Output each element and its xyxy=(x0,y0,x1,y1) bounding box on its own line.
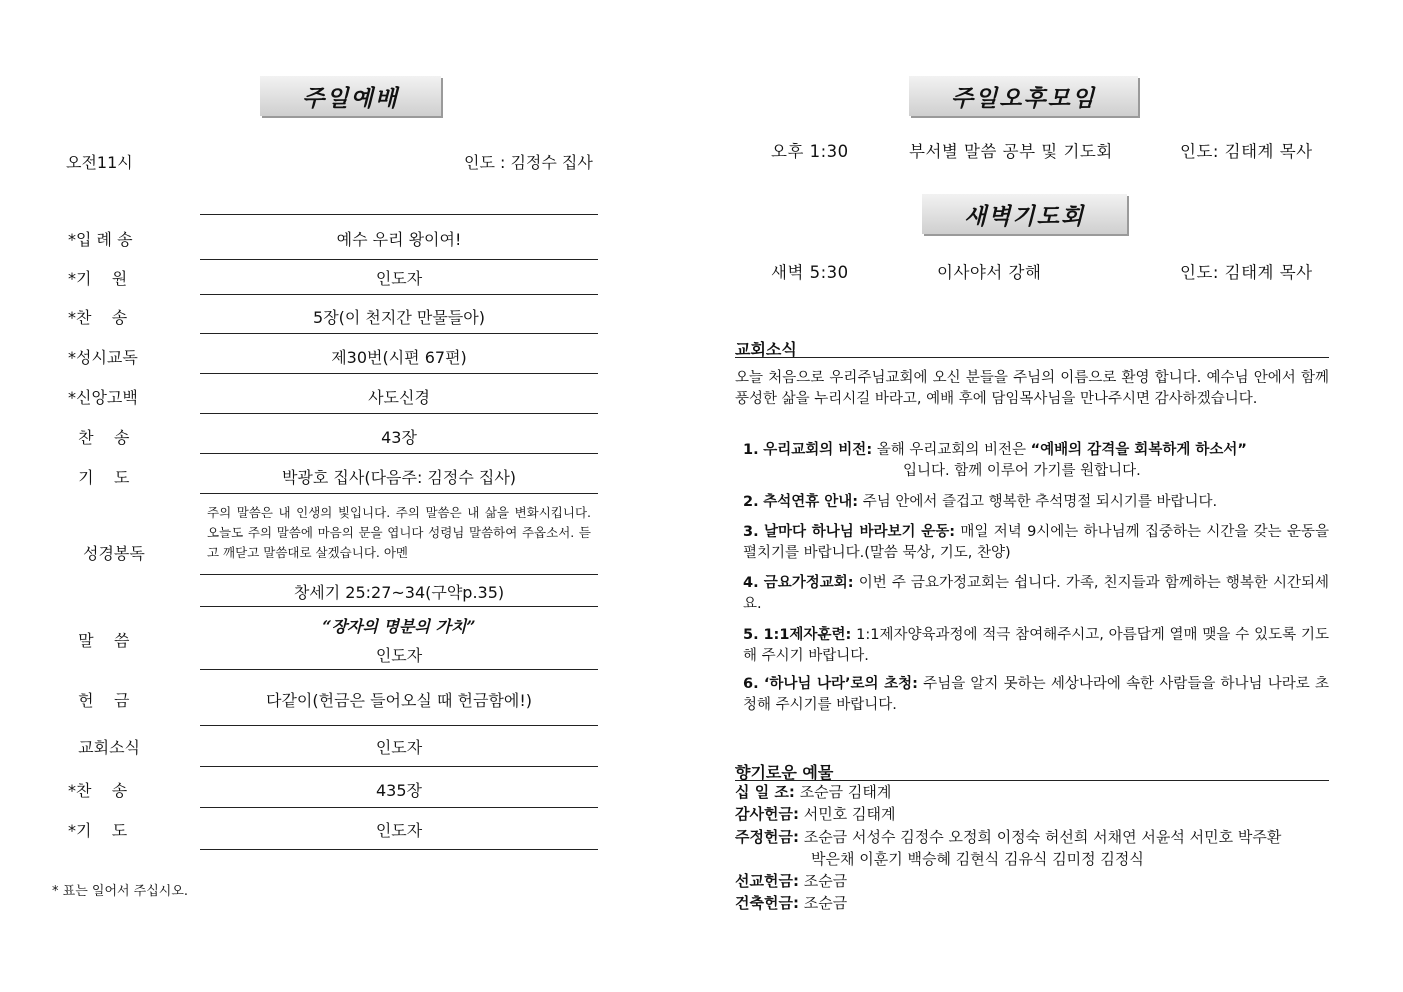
order-label: *찬 송 xyxy=(68,308,128,327)
divider xyxy=(200,259,598,260)
offering-row xyxy=(735,803,895,825)
divider xyxy=(200,574,598,575)
news-item xyxy=(743,492,1329,513)
news-item-number: 5. xyxy=(743,627,759,643)
order-value: 인도자 xyxy=(375,269,423,288)
offering-label: 건축헌금: xyxy=(735,894,799,912)
news-item-number: 1. xyxy=(743,442,759,458)
news-item-text: 매일 저녁 9시에는 하나님께 집중하는 시간을 갖는 운동을 펼치기를 바랍니다.(말씀 묵상, 기도, 찬양) xyxy=(743,524,1330,561)
dawn-time: 새벽 5:30 xyxy=(771,263,849,282)
news-item xyxy=(743,625,1329,667)
sermon-label: 말 씀 xyxy=(68,631,130,650)
news-item-number: 4. xyxy=(743,575,759,591)
news-item-heading: 금요가정교회: xyxy=(763,575,854,591)
sermon-title: “장자의 명분의 가치” xyxy=(322,617,476,636)
order-value: 사도신경 xyxy=(368,388,430,407)
worship-title: 주일예배 xyxy=(260,76,441,116)
news-item-text: 입니다. 함께 이루어 가기를 원합니다. xyxy=(903,463,1141,479)
order-label: *입 례 송 xyxy=(68,230,133,249)
order-value: 인도자 xyxy=(375,738,423,757)
offering-names: 조순금 xyxy=(798,894,848,912)
sermon-speaker: 인도자 xyxy=(375,646,423,665)
order-value: 5장(이 천지간 만물들아) xyxy=(313,308,485,327)
divider xyxy=(200,849,598,850)
news-item-emphasis: “예배의 감격을 회복하게 하소서” xyxy=(1030,442,1247,458)
offering-names-continued: 박은채 이훈기 백승혜 김현식 김유식 김미정 김정식 xyxy=(811,850,1144,868)
dawn-desc: 이사야서 강해 xyxy=(937,263,1042,282)
order-label: *성시교독 xyxy=(68,348,138,367)
offering-label: 십 일 조: xyxy=(735,783,795,801)
offering-row xyxy=(735,826,1281,848)
news-item-heading: ‘하나님 나라’로의 초청: xyxy=(763,676,918,692)
order-label: *기 원 xyxy=(68,269,128,288)
news-title: 교회소식 xyxy=(735,340,797,359)
standing-note: * 표는 일어서 주십시오. xyxy=(52,884,189,899)
news-item-text: 올해 우리교회의 비전은 xyxy=(872,442,1031,458)
afternoon-time: 오후 1:30 xyxy=(771,142,849,161)
news-item-text: 1:1제자양육과정에 적극 참여해주시고, 아름답게 열매 맺을 수 있도록 기도해 주시기 바랍니다. xyxy=(743,627,1329,664)
order-value: 435장 xyxy=(376,781,422,800)
news-item-number: 6. xyxy=(743,676,759,692)
divider xyxy=(200,493,598,494)
afternoon-leader: 인도: 김태계 목사 xyxy=(1180,142,1313,161)
divider xyxy=(200,294,598,295)
news-item-number: 2. xyxy=(743,494,759,510)
divider xyxy=(200,333,598,334)
divider xyxy=(200,807,598,808)
scripture-passage: 창세기 25:27~34(구약p.35) xyxy=(293,583,505,602)
offering-names: 서민호 김태계 xyxy=(798,805,896,823)
worship-time: 오전11시 xyxy=(66,153,133,172)
offering-row xyxy=(735,781,891,803)
dawn-title: 새벽기도회 xyxy=(922,194,1127,234)
news-item xyxy=(743,674,1329,716)
worship-leader: 인도 : 김정수 집사 xyxy=(464,153,593,172)
news-item-heading: 1:1제자훈련: xyxy=(763,627,852,643)
dawn-leader: 인도: 김태계 목사 xyxy=(1180,263,1313,282)
divider xyxy=(200,606,598,607)
order-label: 헌 금 xyxy=(68,691,130,710)
divider xyxy=(200,373,598,374)
divider xyxy=(735,357,1329,358)
order-label: *기 도 xyxy=(68,821,128,840)
order-label: 교회소식 xyxy=(68,738,140,757)
afternoon-desc: 부서별 말씀 공부 및 기도회 xyxy=(909,142,1113,161)
scripture-label: 성경봉독 xyxy=(83,544,145,563)
news-item-text: 이번 주 금요가정교회는 쉽니다. 가족, 친지들과 함께하는 행복한 시간되세요. xyxy=(743,575,1330,612)
offering-names: 조순금 김태계 xyxy=(794,783,892,801)
news-item-heading: 날마다 하나님 바라보기 운동: xyxy=(763,524,956,540)
order-value: 인도자 xyxy=(375,821,423,840)
divider xyxy=(200,413,598,414)
order-label: *찬 송 xyxy=(68,781,128,800)
news-item-heading: 우리교회의 비전: xyxy=(763,442,873,458)
news-intro: 오늘 처음으로 우리주님교회에 오신 분들을 주님의 이름으로 환영 합니다. 예수님 안에서 함께 풍성한 삶을 누리시길 바라고, 예배 후에 담임목사님을 만나주시면 감사하겠습니다. xyxy=(735,370,1329,407)
news-item-text: 주님을 알지 못하는 세상나라에 속한 사람들을 하나님 나라로 초청해 주시기를 바랍니다. xyxy=(743,676,1329,713)
offering-row xyxy=(735,870,847,892)
offering-label: 선교헌금: xyxy=(735,872,799,890)
divider xyxy=(200,766,598,767)
news-item-text: 주님 안에서 즐겁고 행복한 추석명절 되시기를 바랍니다. xyxy=(858,494,1218,510)
offering-names: 조순금 서성수 김정수 오정희 이정숙 허선희 서채연 서윤석 서민호 박주환 xyxy=(798,828,1282,846)
order-label: 기 도 xyxy=(68,468,130,487)
news-item xyxy=(743,573,1329,615)
order-label: 찬 송 xyxy=(68,428,130,447)
order-value: 제30번(시편 67편) xyxy=(331,348,467,367)
news-item-heading: 추석연휴 안내: xyxy=(763,494,859,510)
offering-label: 주정헌금: xyxy=(735,828,799,846)
scripture-prayer: 주의 말씀은 내 인생의 빛입니다. 주의 말씀은 내 삶을 변화시킵니다. 오늘도 주의 말씀에 마음의 문을 엽니다 성령님 말씀하여 주옵소서. 듣고 깨닫고 말씀대로 살겠습니다. 아멘 xyxy=(207,505,591,560)
order-value: 다같이(헌금은 들어오실 때 헌금함에!) xyxy=(266,691,532,710)
offering-names: 조순금 xyxy=(798,872,848,890)
order-label: *신앙고백 xyxy=(68,388,138,407)
offering-row xyxy=(735,892,847,914)
order-value: 박광호 집사(다음주: 김정수 집사) xyxy=(281,468,517,487)
order-value: 예수 우리 왕이여! xyxy=(336,230,462,249)
divider xyxy=(200,725,598,726)
news-item-number: 3. xyxy=(743,524,759,540)
divider xyxy=(200,453,598,454)
afternoon-title: 주일오후모임 xyxy=(909,76,1138,116)
news-item xyxy=(743,522,1329,564)
offering-label: 감사헌금: xyxy=(735,805,799,823)
news-item xyxy=(743,440,1329,482)
divider xyxy=(200,669,598,670)
order-value: 43장 xyxy=(381,428,417,447)
offering-title: 향기로운 예물 xyxy=(735,763,834,782)
divider xyxy=(200,214,598,215)
